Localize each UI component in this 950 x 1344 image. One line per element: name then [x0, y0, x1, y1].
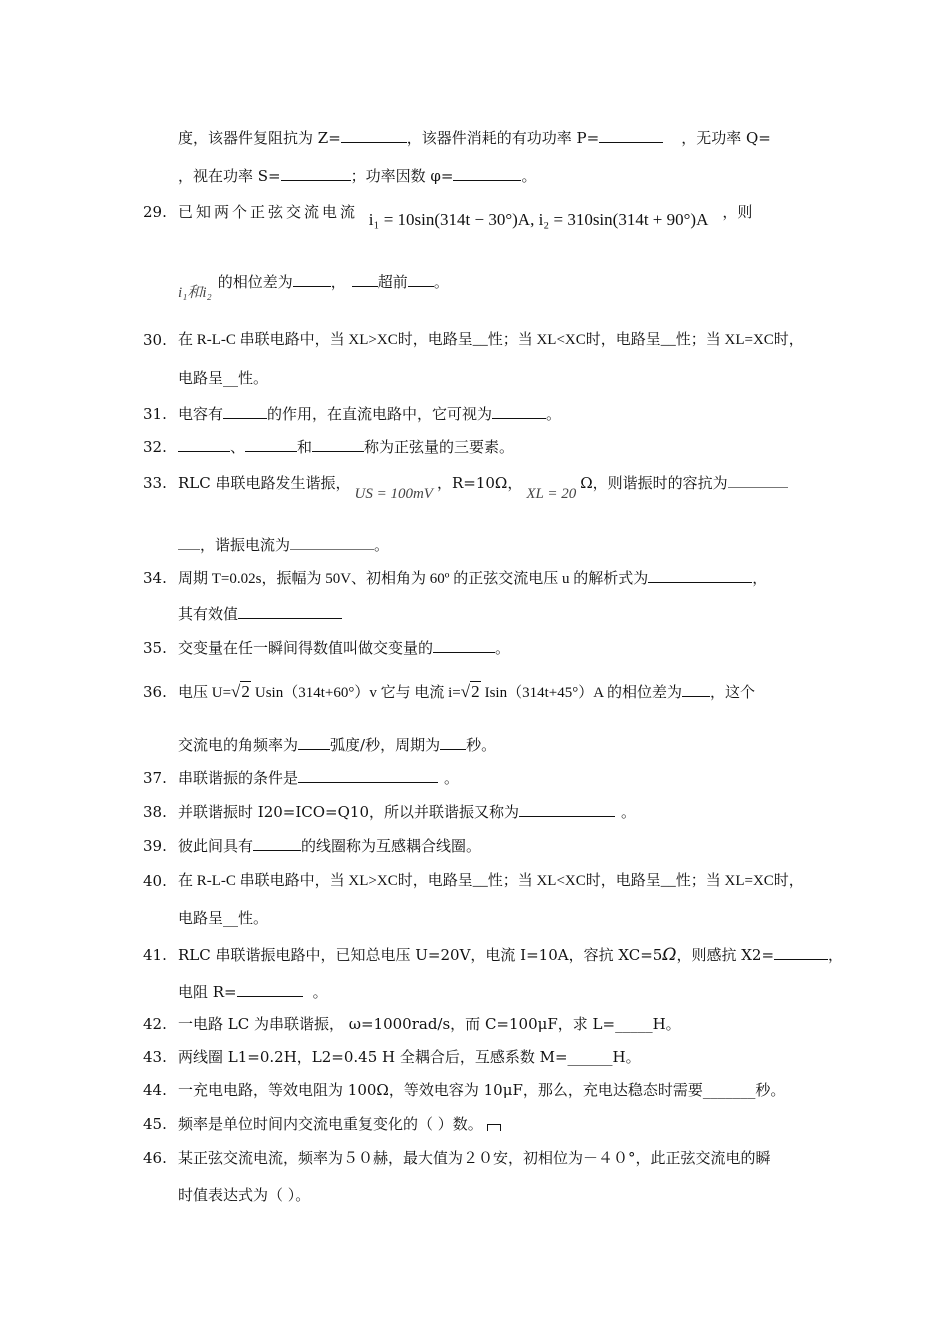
blank [238, 604, 342, 619]
voltage-expression: US = 100mV [354, 486, 433, 502]
blank [341, 128, 407, 143]
sqrt-symbol: √2 [231, 682, 250, 701]
question-30-line2: 电路呈__性。 [178, 369, 269, 387]
question-text: 其有效值 [178, 605, 239, 623]
question-42: 一电路 LC 为串联谐振， ω=1000rad/s，而 C=100μF，求 L=_____H。 [178, 1015, 681, 1033]
question-text: RLC 串联电路发生谐振， [178, 474, 351, 492]
question-33-line2 [178, 535, 389, 555]
question-text: Isin（314t+45°）A 的相位差为 [484, 685, 682, 701]
question-text: 、 [230, 438, 246, 456]
blank [281, 166, 351, 181]
question-number: 33. [143, 474, 167, 492]
question-34 [178, 568, 767, 589]
omega-symbol: Ω [662, 945, 677, 965]
question-number: 40. [143, 872, 167, 890]
blank [290, 535, 374, 550]
question-text: ，R=10Ω， [436, 474, 523, 492]
blank [492, 404, 546, 419]
question-39 [178, 836, 481, 856]
blank [433, 638, 495, 653]
blank [178, 437, 230, 452]
question-number: 32. [143, 438, 167, 456]
question-37 [178, 768, 459, 788]
question-text: 。 [312, 983, 328, 1001]
question-34-line2 [178, 604, 342, 624]
question-number: 43. [143, 1048, 167, 1066]
blank [453, 166, 521, 181]
question-41-line2 [178, 982, 328, 1002]
question-number: 44. [143, 1081, 167, 1099]
question-number: 41. [143, 946, 167, 964]
question-text: 交流电的角频率为 [178, 736, 299, 754]
blank [599, 128, 663, 143]
question-text: 串联谐振的条件是 [178, 769, 299, 787]
question-text: 的相位差为 [217, 273, 293, 291]
question-number: 31. [143, 405, 167, 423]
question-text: 频率是单位时间内交流电重复变化的（ ）数。 [178, 1115, 483, 1133]
blank [312, 437, 364, 452]
blank [245, 437, 297, 452]
reactance-expression: XL = 20 [526, 486, 577, 502]
question-text: 并联谐振时 I20=ICO=Q10，所以并联谐振又称为 [178, 803, 520, 821]
question-46-line2: 时值表达式为（ ）。 [178, 1186, 311, 1204]
question-number: 37. [143, 769, 167, 787]
phase-symbols: i₁和i₂ [178, 285, 212, 301]
blank [178, 535, 200, 550]
question-46: 某正弦交流电流，频率为５０赫，最大值为２０安，初相位为－４０°，此正弦交流电的瞬 [178, 1149, 771, 1167]
sqrt-symbol: √2 [460, 682, 480, 701]
current-equation: i₁ = 10sin(314t − 30°)A, i₂ = 310sin(314t + 90°)A [368, 210, 709, 229]
question-number: 42. [143, 1015, 167, 1033]
question-text: 已知两个正弦交流电流 [178, 203, 359, 221]
question-text: 电压 U= [178, 685, 232, 701]
question-36-line2 [178, 735, 496, 755]
question-number: 35. [143, 639, 167, 657]
blank [408, 272, 434, 287]
question-text: 。 [495, 639, 511, 657]
question-text: ，谐振电流为 [200, 536, 291, 554]
question-36 [178, 682, 755, 703]
question-text: 弧度/秒，周期为 [330, 736, 441, 754]
question-text: 。 [444, 769, 460, 787]
text-segment: ；功率因数 φ= [350, 167, 454, 185]
question-text: 。 [374, 536, 390, 554]
blank [293, 272, 331, 287]
question-text: ，则感抗 X2= [676, 946, 775, 964]
question-text: RLC 串联谐振电路中，已知总电压 U=20V，电流 I=10A，容抗 XC=5 [178, 946, 663, 964]
question-number: 39. [143, 837, 167, 855]
blank [352, 272, 378, 287]
question-45 [178, 1114, 501, 1134]
question-text: ，则 [722, 203, 753, 221]
text-segment: ，该器件消耗的有功功率 P= [406, 129, 600, 147]
text-segment: ，无功率 Q= [681, 129, 771, 147]
question-43: 两线圈 L1=0.2H，L2=0.45 H 全耦合后，互感系数 M=______H。 [178, 1048, 641, 1066]
question-text: 称为正弦量的三要素。 [364, 438, 515, 456]
question-29 [178, 202, 753, 229]
question-text: 秒。 [466, 736, 497, 754]
question-31 [178, 404, 561, 424]
blank [648, 568, 752, 583]
question-text: 。 [546, 405, 562, 423]
blank [253, 836, 301, 851]
question-text: Usin（314t+60°）v 它与 电流 i= [254, 685, 461, 701]
question-text: 周期 T=0.02s，振幅为 50V、初相角为 60º 的正弦交流电压 u 的解析式为 [178, 571, 649, 587]
question-text: Ω，则谐振时的容抗为 [580, 474, 728, 492]
text-segment: 度，该器件复阻抗为 Z= [178, 129, 341, 147]
blank [298, 768, 438, 783]
question-text: ，这个 [709, 685, 755, 701]
question-text: 的作用，在直流电路中，它可视为 [267, 405, 493, 423]
question-number: 38. [143, 803, 167, 821]
text-segment: ，视在功率 S= [178, 167, 281, 185]
question-text: ， [752, 571, 768, 587]
question-text: 彼此间具有 [178, 837, 254, 855]
question-35 [178, 638, 510, 658]
question-text: 交变量在任一瞬间得数值叫做交变量的 [178, 639, 434, 657]
bracket-mark-icon [487, 1124, 501, 1131]
question-40: 在 R-L-C 串联电路中，当 XL>XC时，电路呈__性；当 XL<XC时，电路呈__性；当 XL=XC时， [178, 873, 804, 889]
line-continuation-1 [178, 128, 771, 148]
question-number: 36. [143, 683, 167, 701]
question-number: 30. [143, 331, 167, 349]
question-text: 和 [297, 438, 313, 456]
question-41 [178, 945, 843, 965]
blank [682, 682, 710, 697]
line-continuation-2 [178, 166, 536, 186]
question-text: ， [828, 946, 844, 964]
question-text: 超前 [377, 273, 408, 291]
question-number: 45. [143, 1115, 167, 1133]
question-text: 。 [621, 803, 637, 821]
question-33 [178, 473, 788, 502]
question-44: 一充电电路，等效电阻为 100Ω，等效电容为 10μF，那么，充电达稳态时需要_______秒。 [178, 1081, 786, 1099]
question-text: 。 [433, 273, 449, 291]
blank [237, 982, 303, 997]
question-40-line2: 电路呈__性。 [178, 909, 269, 927]
question-text: 电容有 [178, 405, 224, 423]
blank [728, 473, 788, 488]
blank [774, 945, 828, 960]
text-segment: 。 [521, 167, 537, 185]
blank [223, 404, 267, 419]
question-number: 34. [143, 569, 167, 587]
question-32 [178, 437, 514, 457]
question-29-line2 [178, 272, 449, 301]
blank [298, 735, 330, 750]
question-30: 在 R-L-C 串联电路中，当 XL>XC时，电路呈__性；当 XL<XC时，电路呈__性；当 XL=XC时， [178, 332, 804, 348]
blank [440, 735, 466, 750]
question-number: 46. [143, 1149, 167, 1167]
question-38 [178, 802, 636, 822]
question-text: ， [330, 273, 346, 291]
question-number: 29. [143, 203, 167, 221]
question-text: 电阻 R= [178, 983, 237, 1001]
blank [519, 802, 615, 817]
question-text: 的线圈称为互感耦合线圈。 [301, 837, 482, 855]
